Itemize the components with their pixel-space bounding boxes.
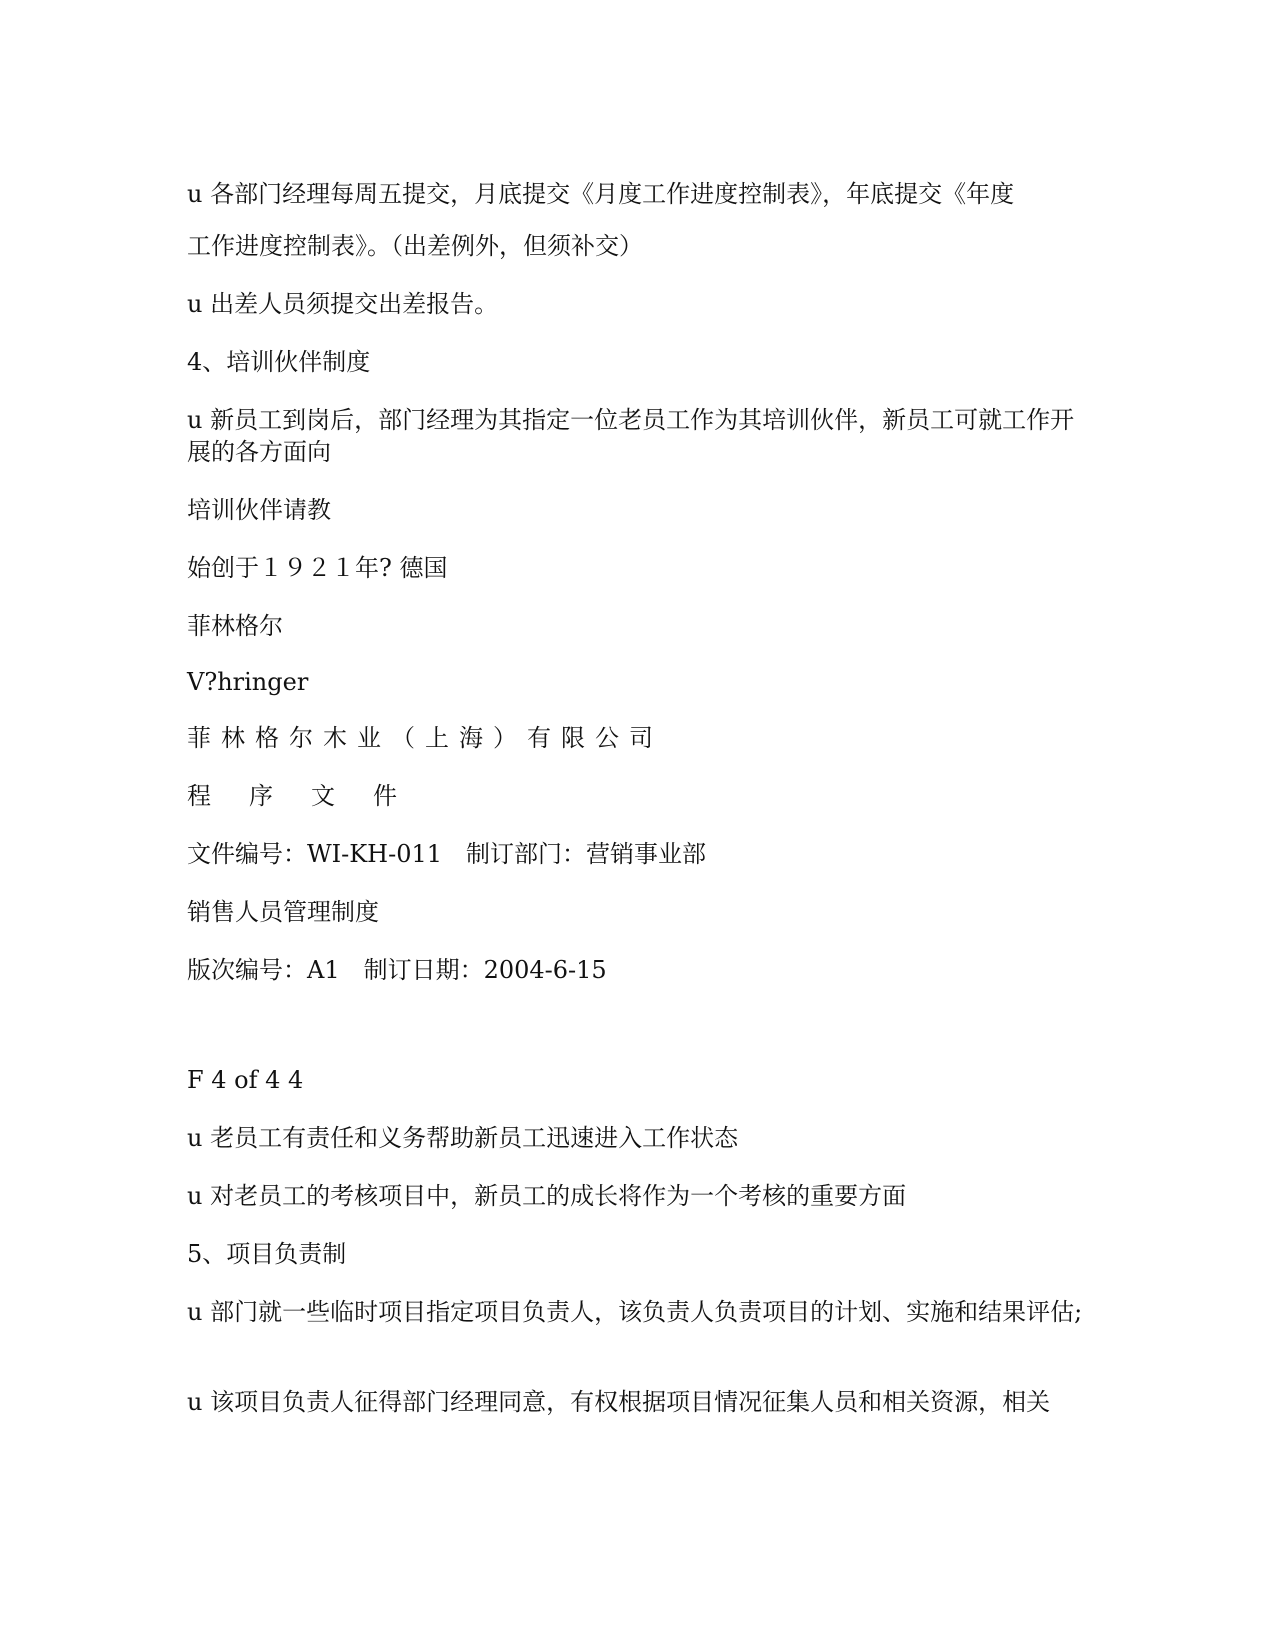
version-date-line: 版次编号：A1 制订日期：2004-6-15 <box>187 956 607 984</box>
bullet-travel-report: u 出差人员须提交出差报告。 <box>187 290 499 318</box>
document-title: 销售人员管理制度 <box>187 898 379 926</box>
section-heading-training-partner: 4、培训伙伴制度 <box>187 348 371 376</box>
founded-line: 始创于１９２１年? 德国 <box>187 554 448 582</box>
bullet-new-employee-partner: u 新员工到岗后，部门经理为其指定一位老员工作为其培训伙伴，新员工可就工作开展的各方面向 <box>187 406 1075 466</box>
brand-name-chinese: 菲林格尔 <box>187 612 283 640</box>
bullet-project-lead-authority: u 该项目负责人征得部门经理同意，有权根据项目情况征集人员和相关资源，相关 <box>187 1388 1051 1416</box>
training-partner-consult: 培训伙伴请教 <box>187 496 331 524</box>
brand-name-latin: V?hringer <box>187 668 309 696</box>
weekly-report-continuation: 工作进度控制表》。（出差例外，但须补交） <box>187 232 643 260</box>
bullet-weekly-report: u 各部门经理每周五提交，月底提交《月度工作进度控制表》，年底提交《年度 <box>187 180 1015 208</box>
document-number-line: 文件编号：WI-KH-011 制订部门：营销事业部 <box>187 840 707 868</box>
company-name: 菲林格尔木业（上海）有限公司 <box>187 724 663 752</box>
document-type-label: 程序文件 <box>187 782 435 810</box>
page-number: F 4 of 4 4 <box>187 1066 304 1094</box>
section-heading-project-lead: 5、项目负责制 <box>187 1240 347 1268</box>
bullet-senior-evaluation: u 对老员工的考核项目中，新员工的成长将作为一个考核的重要方面 <box>187 1182 907 1210</box>
bullet-project-lead-assignment: u 部门就一些临时项目指定项目负责人，该负责人负责项目的计划、实施和结果评估; <box>187 1298 1083 1326</box>
bullet-senior-responsibility: u 老员工有责任和义务帮助新员工迅速进入工作状态 <box>187 1124 739 1152</box>
